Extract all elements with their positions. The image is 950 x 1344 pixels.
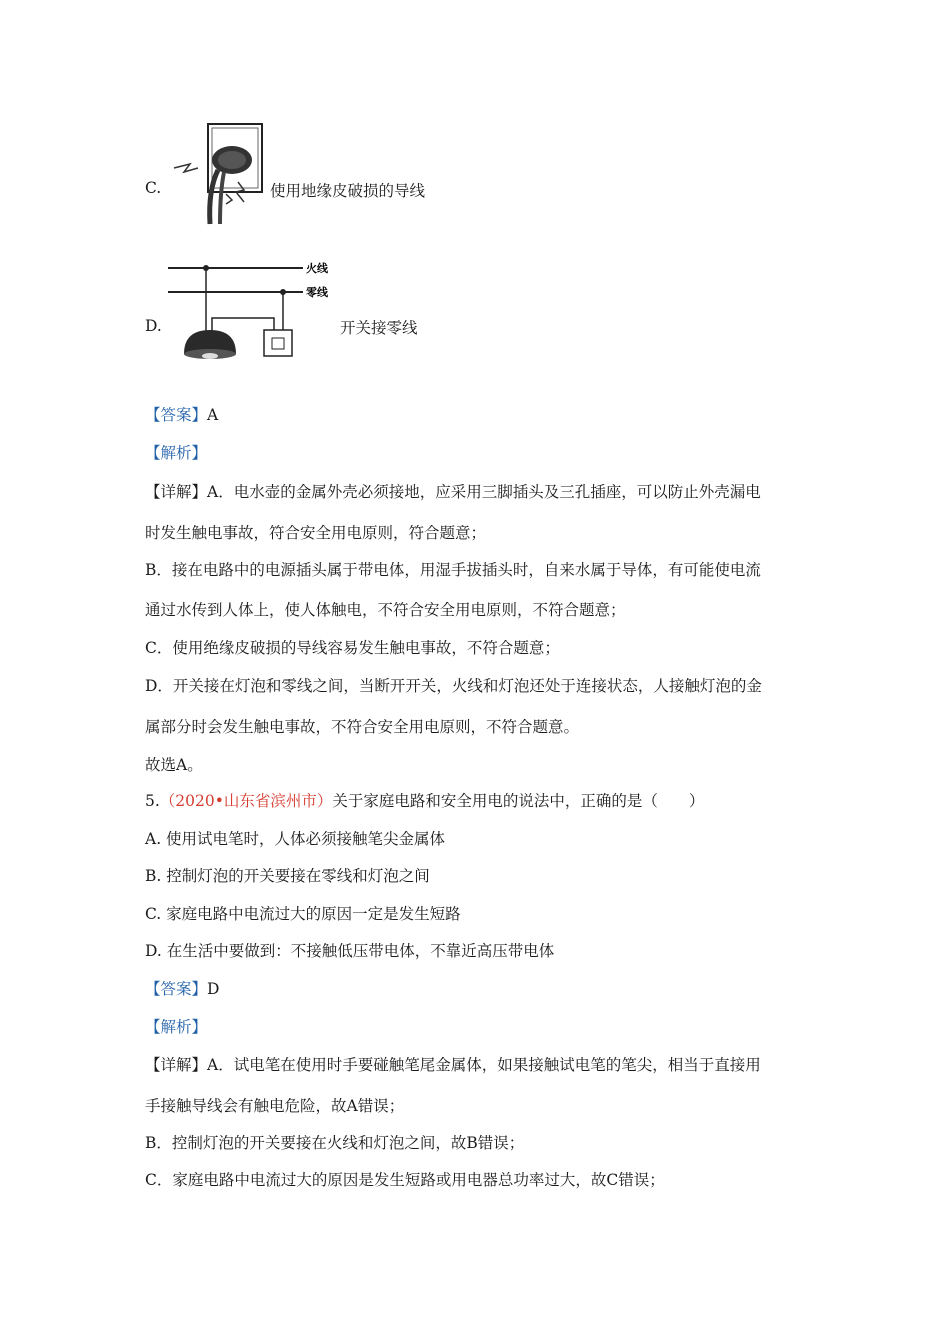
q5-detail-a-line1 bbox=[145, 1053, 761, 1075]
q5-option-b: B. 控制灯泡的开关要接在零线和灯泡之间 bbox=[145, 867, 430, 885]
switch-on-neutral-circuit-diagram bbox=[168, 258, 343, 366]
q5-detail-a-text: A．试电笔在使用时手要碰触笔尾金属体，如果接触试电笔的笔尖，相当于直接用 bbox=[207, 1056, 761, 1074]
q5-option-d: D. 在生活中要做到：不接触低压带电体，不靠近高压带电体 bbox=[145, 942, 555, 960]
q4-detail-b-line1: B．接在电路中的电源插头属于带电体，用湿手拔插头时，自来水属于导体，有可能使电流 bbox=[145, 561, 761, 579]
q5-stem bbox=[145, 789, 704, 811]
q4-detail-a-line2: 时发生触电事故，符合安全用电原则，符合题意； bbox=[145, 524, 487, 542]
option-d-text: 开关接零线 bbox=[340, 319, 418, 337]
option-c-text: 使用地缘皮破损的导线 bbox=[270, 182, 426, 200]
q5-source: （2020•山东省滨州市） bbox=[159, 792, 333, 810]
q5-stem-text: 关于家庭电路和安全用电的说法中，正确的是（ ） bbox=[332, 792, 705, 810]
q4-answer bbox=[145, 403, 218, 425]
q5-detail-b: B．控制灯泡的开关要接在火线和灯泡之间，故B错误； bbox=[145, 1134, 525, 1152]
option-c-letter: C. bbox=[145, 179, 162, 197]
q4-detail-d-line2: 属部分时会发生触电事故，不符合安全用电原则，不符合题意。 bbox=[145, 718, 580, 736]
q5-number: 5. bbox=[145, 792, 160, 810]
q4-detail-tag: 【详解】 bbox=[145, 483, 208, 501]
q4-detail-a-line1 bbox=[145, 480, 761, 502]
q4-detail-d-line1: D．开关接在灯泡和零线之间，当断开开关，火线和灯泡还处于连接状态，人接触灯泡的金 bbox=[145, 677, 762, 695]
q5-detail-tag: 【详解】 bbox=[145, 1056, 208, 1074]
q4-answer-tag: 【答案】 bbox=[145, 406, 208, 424]
q4-detail-c: C．使用绝缘皮破损的导线容易发生触电事故，不符合题意； bbox=[145, 639, 560, 657]
q5-answer bbox=[145, 977, 219, 999]
q4-answer-value: A bbox=[207, 406, 219, 424]
damaged-wire-socket-illustration bbox=[168, 120, 268, 228]
q4-detail-a-text: A．电水壶的金属外壳必须接地，应采用三脚插头及三孔插座，可以防止外壳漏电 bbox=[207, 483, 761, 501]
q5-detail-a-line2: 手接触导线会有触电危险，故A错误； bbox=[145, 1097, 405, 1115]
option-d-letter: D. bbox=[145, 317, 162, 335]
fire-wire-label: 火线 bbox=[306, 262, 328, 275]
q5-answer-value: D bbox=[207, 980, 220, 998]
q4-analysis-tag: 【解析】 bbox=[145, 444, 208, 462]
q5-analysis-tag: 【解析】 bbox=[145, 1018, 208, 1036]
q4-conclusion: 故选A。 bbox=[145, 756, 203, 774]
q5-option-c: C. 家庭电路中电流过大的原因一定是发生短路 bbox=[145, 905, 461, 923]
q5-detail-c: C．家庭电路中电流过大的原因是发生短路或用电器总功率过大，故C错误； bbox=[145, 1171, 665, 1189]
q5-answer-tag: 【答案】 bbox=[145, 980, 208, 998]
q4-detail-b-line2: 通过水传到人体上，使人体触电，不符合安全用电原则，不符合题意； bbox=[145, 601, 626, 619]
q5-option-a: A. 使用试电笔时，人体必须接触笔尖金属体 bbox=[145, 830, 446, 848]
neutral-wire-label: 零线 bbox=[306, 286, 328, 299]
